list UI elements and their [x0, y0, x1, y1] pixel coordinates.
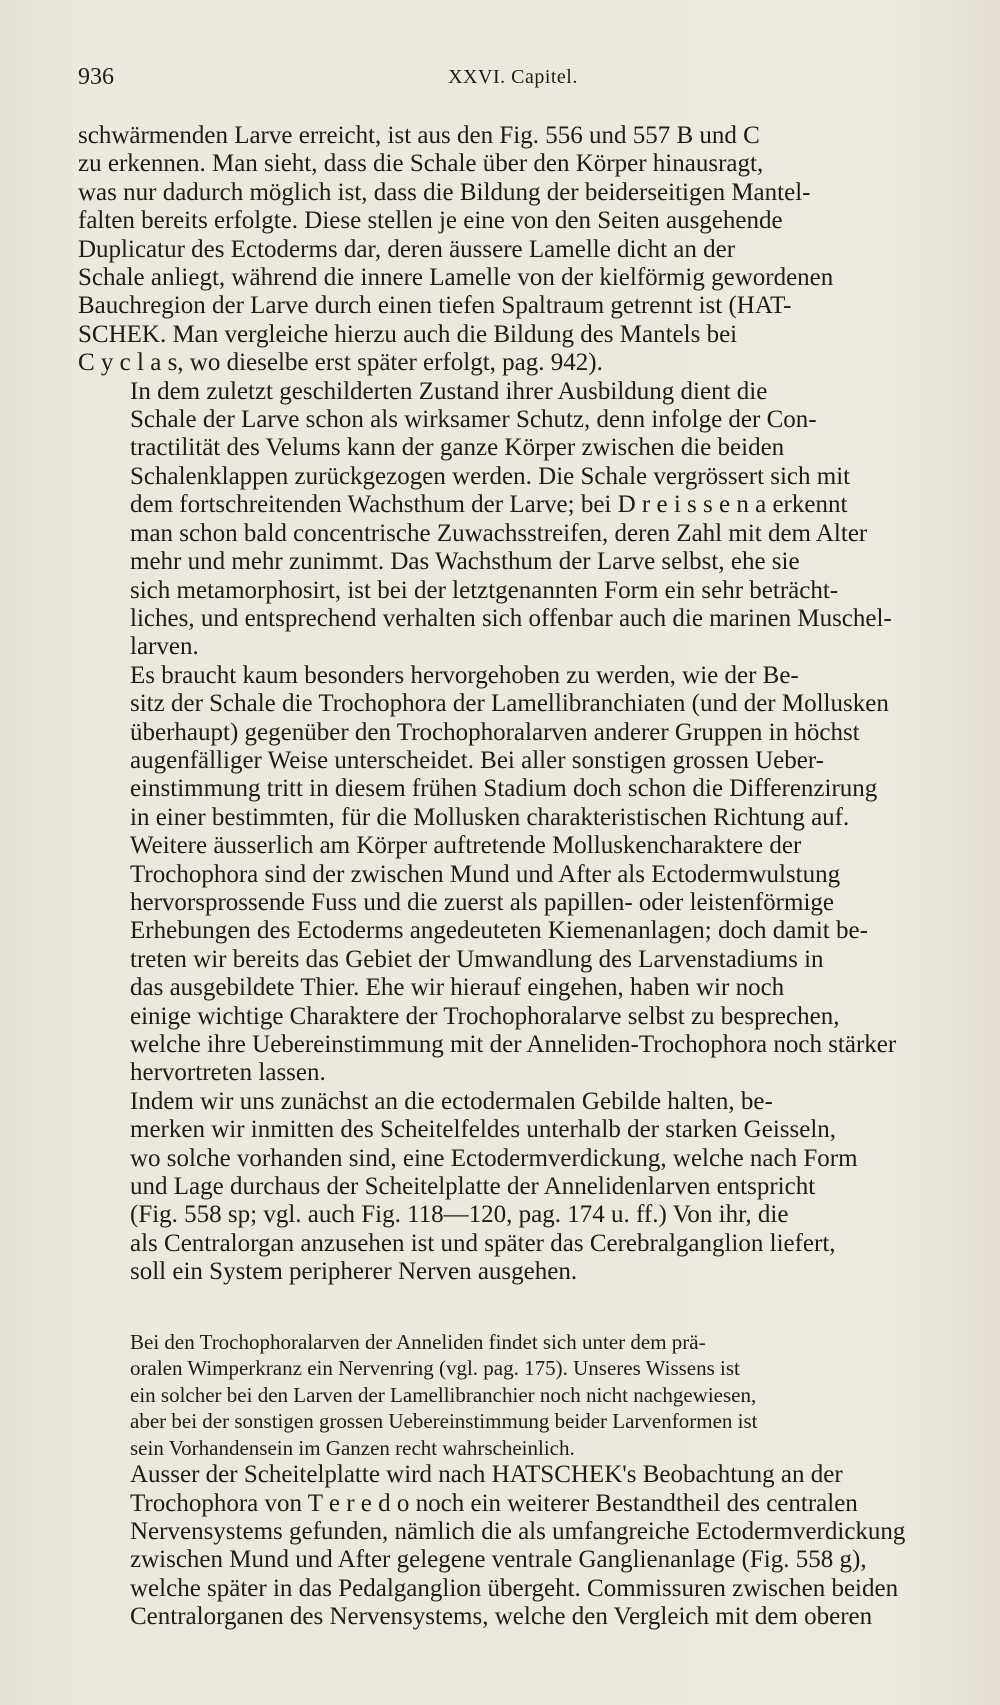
text-line: einstimmung tritt in diesem frühen Stadium doch schon die Differenzirung: [130, 775, 878, 803]
text-line: man schon bald concentrische Zuwachsstreifen, deren Zahl mit dem Alter: [130, 519, 868, 547]
text-line: was nur dadurch möglich ist, dass die Bildung der beiderseitigen Mantel-: [78, 178, 811, 206]
text-line: In dem zuletzt geschilderten Zustand ihrer Ausbildung dient die: [130, 377, 768, 405]
text-line: C y c l a s, wo dieselbe erst später erfolgt, pag. 942).: [78, 349, 603, 377]
text-line: in einer bestimmten, für die Mollusken charakteristischen Richtung auf.: [130, 803, 850, 831]
paragraph-3: [78, 662, 948, 1088]
text-line: Bauchregion der Larve durch einen tiefen Spaltraum getrennt ist (HAT-: [78, 292, 792, 320]
text-line: Es braucht kaum besonders hervorgehoben zu werden, wie der Be-: [130, 661, 799, 689]
text-line: einige wichtige Charaktere der Trochophoralarve selbst zu besprechen,: [130, 1002, 840, 1030]
text-line: sich metamorphosirt, ist bei der letztgenannten Form ein sehr beträcht-: [130, 576, 839, 604]
text-line: Trochophora sind der zwischen Mund und After als Ectodermwulstung: [130, 860, 841, 888]
text-line: dem fortschreitenden Wachsthum der Larve; bei D r e i s s e n a erkennt: [130, 491, 848, 519]
text-line: aber bei der sonstigen grossen Uebereinstimmung beider Larvenformen ist: [130, 1409, 758, 1434]
text-line: Bei den Trochophoralarven der Anneliden findet sich unter dem prä-: [130, 1329, 706, 1354]
page-number: 936: [78, 64, 114, 90]
text-line: SCHEK. Man vergleiche hierzu auch die Bildung des Mantels bei: [78, 320, 738, 348]
text-line: Weitere äusserlich am Körper auftretende Molluskencharaktere der: [130, 832, 802, 860]
text-line: Ausser der Scheitelplatte wird nach HATSCHEK's Beobachtung an der: [130, 1461, 843, 1489]
small-paragraph: [78, 1329, 948, 1462]
text-line: welche später in das Pedalganglion übergeht. Commissuren zwischen beiden: [130, 1574, 899, 1602]
paragraph-1: [78, 122, 948, 378]
text-line: sitz der Schale die Trochophora der Lamellibranchiaten (und der Mollusken: [130, 690, 889, 718]
text-line: hervortreten lassen.: [130, 1059, 326, 1087]
text-line: zu erkennen. Man sieht, dass die Schale über den Körper hinausragt,: [78, 150, 764, 178]
text-line: Duplicatur des Ectoderms dar, deren äussere Lamelle dicht an der: [78, 235, 736, 263]
paragraph-4: [78, 1088, 948, 1287]
page-header: [78, 64, 948, 98]
text-line: ein solcher bei den Larven der Lamellibranchier noch nicht nachgewiesen,: [130, 1382, 757, 1407]
text-line: und Lage durchaus der Scheitelplatte der Annelidenlarven entspricht: [130, 1173, 816, 1201]
text-line: (Fig. 558 sp; vgl. auch Fig. 118—120, pag. 174 u. ff.) Von ihr, die: [130, 1201, 789, 1229]
text-line: larven.: [130, 633, 199, 661]
text-line: mehr und mehr zunimmt. Das Wachsthum der Larve selbst, ehe sie: [130, 548, 800, 576]
text-line: als Centralorgan anzusehen ist und später das Cerebralganglion liefert,: [130, 1229, 836, 1257]
text-line: das ausgebildete Thier. Ehe wir hierauf eingehen, haben wir noch: [130, 974, 785, 1002]
text-line: falten bereits erfolgte. Diese stellen je eine von den Seiten ausgehende: [78, 207, 783, 235]
paragraph-2: [78, 378, 948, 662]
text-line: liches, und entsprechend verhalten sich offenbar auch die marinen Muschel-: [130, 604, 892, 632]
text-line: soll ein System peripherer Nerven ausgehen.: [130, 1258, 578, 1286]
text-line: überhaupt) gegenüber den Trochophoralarven anderer Gruppen in höchst: [130, 718, 860, 746]
text-line: Centralorganen des Nervensystems, welche den Vergleich mit dem oberen: [130, 1603, 873, 1631]
small-print-note: [78, 1329, 948, 1462]
text-line: merken wir inmitten des Scheitelfeldes unterhalb der starken Geisseln,: [130, 1116, 837, 1144]
paragraph-5: [78, 1461, 948, 1631]
text-line: Schalenklappen zurückgezogen werden. Die Schale vergrössert sich mit: [130, 462, 851, 490]
text-line: schwärmenden Larve erreicht, ist aus den Fig. 556 und 557 B und C: [78, 122, 760, 149]
text-line: Indem wir uns zunächst an die ectodermalen Gebilde halten, be-: [130, 1087, 773, 1115]
text-line: treten wir bereits das Gebiet der Umwandlung des Larvenstadiums in: [130, 945, 824, 973]
body-text: [78, 122, 948, 1632]
text-line: Trochophora von T e r e d o noch ein weiterer Bestandtheil des centralen: [130, 1489, 858, 1517]
text-line: hervorsprossende Fuss und die zuerst als papillen- oder leistenförmige: [130, 888, 834, 916]
text-line: Erhebungen des Ectoderms angedeuteten Kiemenanlagen; doch damit be-: [130, 917, 868, 945]
text-line: Schale anliegt, während die innere Lamelle von der kielförmig gewordenen: [78, 264, 834, 292]
text-line: welche ihre Uebereinstimmung mit der Anneliden-Trochophora noch stärker: [130, 1031, 897, 1058]
text-line: Schale der Larve schon als wirksamer Schutz, denn infolge der Con-: [130, 406, 817, 434]
text-line: tractilität des Velums kann der ganze Körper zwischen die beiden: [130, 434, 785, 462]
text-line: augenfälliger Weise unterscheidet. Bei aller sonstigen grossen Ueber-: [130, 746, 825, 774]
text-line: oralen Wimperkranz ein Nervenring (vgl. pag. 175). Unseres Wissens ist: [130, 1356, 740, 1381]
text-line: wo solche vorhanden sind, eine Ectodermverdickung, welche nach Form: [130, 1144, 858, 1172]
text-line: zwischen Mund und After gelegene ventrale Ganglienanlage (Fig. 558 g),: [130, 1546, 867, 1574]
running-head: XXVI. Capitel.: [448, 66, 578, 88]
text-line: Nervensystems gefunden, nämlich die als umfangreiche Ectodermverdickung: [130, 1517, 906, 1545]
text-line: sein Vorhandensein im Ganzen recht wahrscheinlich.: [130, 1435, 575, 1460]
